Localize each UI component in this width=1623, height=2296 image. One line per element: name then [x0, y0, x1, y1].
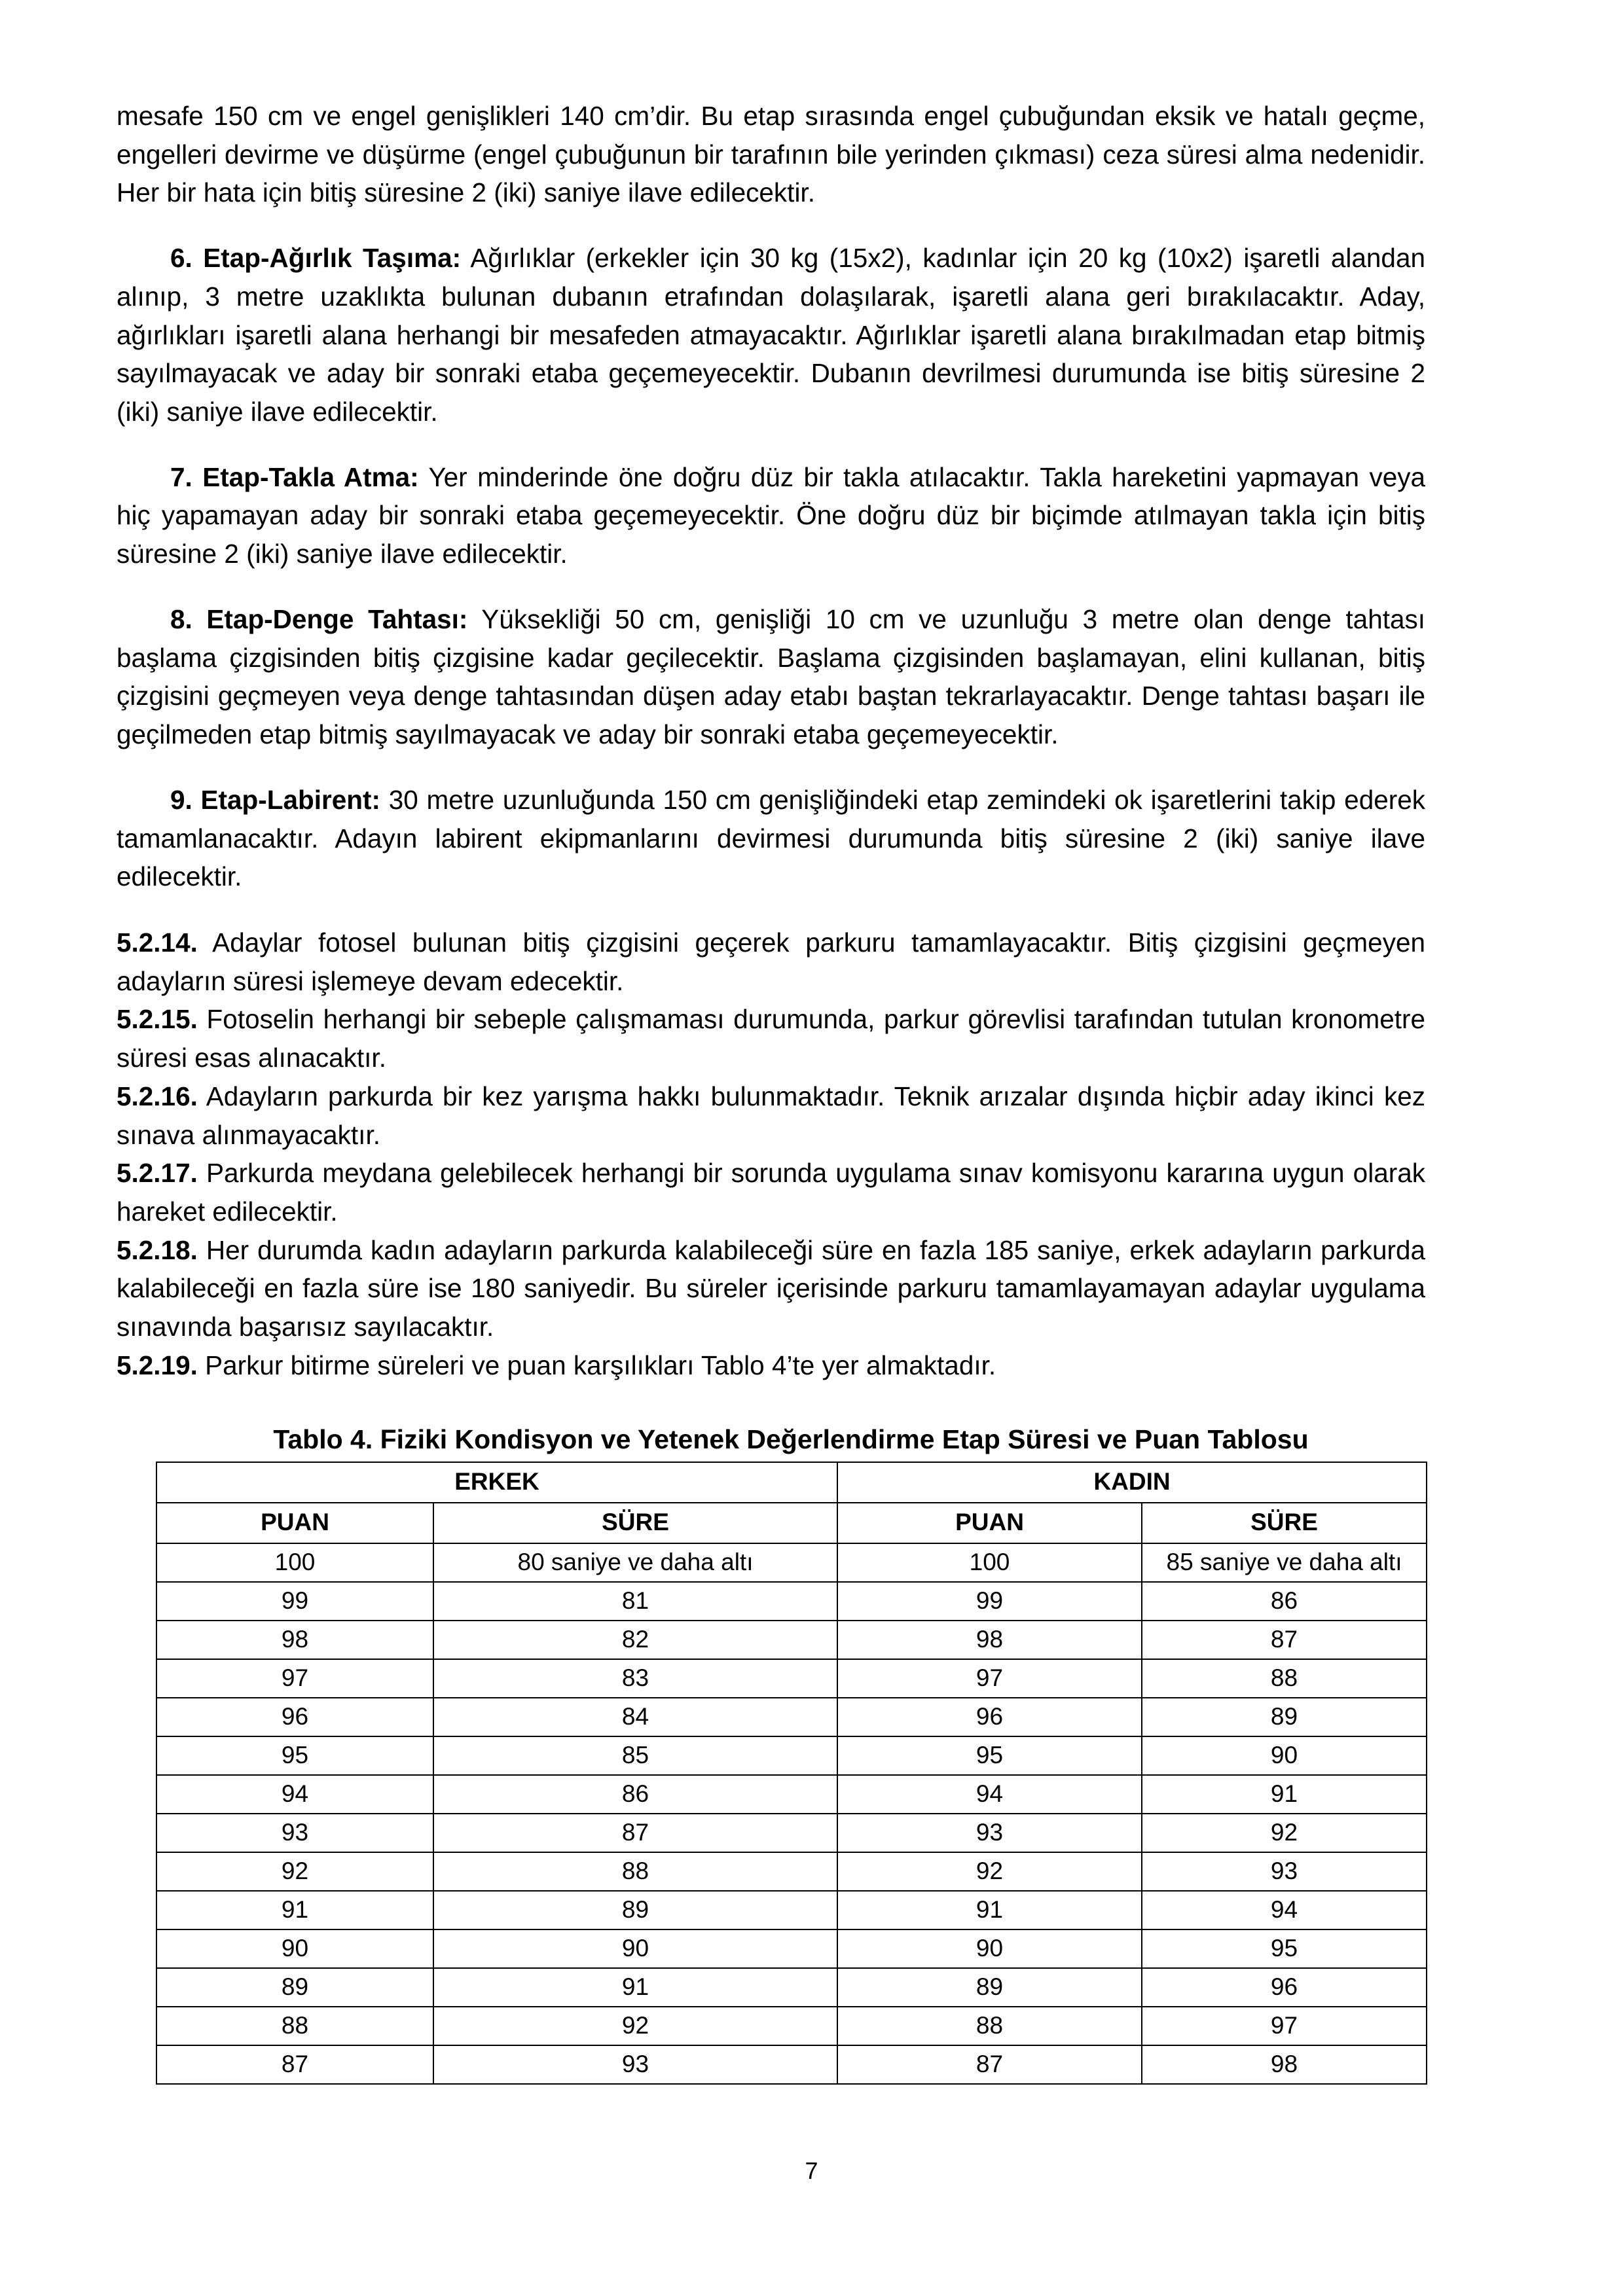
- clause-number: 5.2.17.: [117, 1158, 198, 1189]
- cell-puan-erkek: 90: [156, 1929, 433, 1968]
- clause-5-2-19: [117, 1346, 1425, 1385]
- paragraph-text: mesafe 150 cm ve engel genişlikleri 140 cm’dir. Bu etap sırasında engel çubuğundan eksik ve hatalı geçme, engelleri devirme ve düşürme (engel çubuğunun bir tarafının bile yerinden çıkması) ceza süresi alma nedenidir. Her bir hata için bitiş süresine 2 (iki) saniye ilave edilecektir.: [117, 101, 1425, 208]
- table-row: [156, 1775, 1427, 1814]
- table-head: [156, 1462, 1427, 1543]
- table-row: [156, 1852, 1427, 1891]
- cell-puan-kadin: 95: [837, 1736, 1142, 1775]
- table-row: [156, 1814, 1427, 1852]
- table-caption: Tablo 4. Fiziki Kondisyon ve Yetenek Değerlendirme Etap Süresi ve Puan Tablosu: [273, 1424, 1309, 1454]
- table-row: [156, 1621, 1427, 1659]
- cell-puan-erkek: 91: [156, 1891, 433, 1929]
- cell-puan-erkek: 99: [156, 1582, 433, 1621]
- cell-sure-kadin: 89: [1142, 1698, 1427, 1736]
- cell-puan-kadin: 91: [837, 1891, 1142, 1929]
- cell-sure-erkek: 86: [433, 1775, 837, 1814]
- cell-puan-kadin: 94: [837, 1775, 1142, 1814]
- paragraph-stage-8: [117, 600, 1425, 754]
- cell-sure-erkek: 89: [433, 1891, 837, 1929]
- clause-number: 5.2.16.: [117, 1081, 198, 1111]
- cell-sure-kadin: 92: [1142, 1814, 1427, 1852]
- stage-6-heading: 6. Etap-Ağırlık Taşıma:: [170, 243, 462, 274]
- cell-sure-kadin: 88: [1142, 1659, 1427, 1698]
- paragraph-stage-9: [117, 781, 1425, 896]
- page-number: 7: [805, 2157, 818, 2184]
- cell-puan-erkek: 89: [156, 1968, 433, 2007]
- cell-sure-kadin: 85 saniye ve daha altı: [1142, 1543, 1427, 1582]
- cell-sure-kadin: 95: [1142, 1929, 1427, 1968]
- clause-number: 5.2.18.: [117, 1234, 198, 1265]
- stage-8-heading: 8. Etap-Denge Tahtası:: [170, 603, 468, 634]
- cell-puan-erkek: 98: [156, 1621, 433, 1659]
- column-header-puan-erkek: PUAN: [156, 1503, 433, 1543]
- cell-sure-erkek: 92: [433, 2007, 837, 2045]
- cell-sure-erkek: 82: [433, 1621, 837, 1659]
- cell-sure-kadin: 86: [1142, 1582, 1427, 1621]
- clause-5-2-16: [117, 1077, 1425, 1154]
- cell-sure-erkek: 90: [433, 1929, 837, 1968]
- clause-text: Parkurda meydana gelebilecek herhangi bir sorunda uygulama sınav komisyonu kararına uygun olarak hareket edilecektir.: [117, 1158, 1425, 1227]
- clause-text: Her durumda kadın adayların parkurda kalabileceği süre en fazla 185 saniye, erkek adayların parkurda kalabileceği en fazla süre ise 180 saniyedir. Bu süreler içerisinde parkuru tamamlayamayan adaylar uygulama sınavında başarısız sayılacaktır.: [117, 1234, 1425, 1342]
- table-group-header-row: [156, 1462, 1427, 1503]
- cell-sure-kadin: 96: [1142, 1968, 1427, 2007]
- table-row: [156, 2045, 1427, 2084]
- stage-6-body: Ağırlıklar (erkekler için 30 kg (15x2), kadınlar için 20 kg (10x2) işaretli alandan alınıp, 3 metre uzaklıkta bulunan dubanın etrafından dolaşılarak, işaretli alana geri bırakılacaktır. Aday, ağırlıkları işaretli alana herhangi bir mesafeden atmayacaktır. Ağırlıklar işaretli alana bırakılmadan etap bitmiş sayılmayacak ve aday bir sonraki etaba geçemeyecektir. Dubanın devrilmesi durumunda ise bitiş süresine 2 (iki) saniye ilave edilecektir.: [117, 243, 1425, 427]
- table-row: [156, 1929, 1427, 1968]
- clause-5-2-17: [117, 1154, 1425, 1230]
- table-column-header-row: [156, 1503, 1427, 1543]
- cell-sure-erkek: 83: [433, 1659, 837, 1698]
- cell-puan-erkek: 92: [156, 1852, 433, 1891]
- paragraph-continued: [117, 97, 1425, 212]
- clause-5-2-18: [117, 1231, 1425, 1346]
- paragraph-stage-7: [117, 458, 1425, 573]
- cell-puan-erkek: 95: [156, 1736, 433, 1775]
- clause-number: 5.2.15.: [117, 1004, 198, 1035]
- clause-number: 5.2.14.: [117, 927, 198, 958]
- table-row: [156, 1543, 1427, 1582]
- cell-sure-kadin: 98: [1142, 2045, 1427, 2084]
- column-header-sure-kadin: SÜRE: [1142, 1503, 1427, 1543]
- table-row: [156, 1736, 1427, 1775]
- stage-8-body: Yüksekliği 50 cm, genişliği 10 cm ve uzunluğu 3 metre olan denge tahtası başlama çizgisinden bitiş çizgisine kadar geçilecektir. Başlama çizgisinden başlamayan, elini kullanan, bitiş çizgisini geçmeyen veya denge tahtasından düşen aday etabı baştan tekrarlayacaktır. Denge tahtası başarı ile geçilmeden etap bitmiş sayılmayacak ve aday bir sonraki etaba geçemeyecektir.: [117, 603, 1426, 750]
- cell-puan-kadin: 87: [837, 2045, 1142, 2084]
- cell-sure-erkek: 88: [433, 1852, 837, 1891]
- cell-puan-kadin: 100: [837, 1543, 1142, 1582]
- cell-sure-kadin: 93: [1142, 1852, 1427, 1891]
- cell-puan-kadin: 90: [837, 1929, 1142, 1968]
- cell-puan-erkek: 88: [156, 2007, 433, 2045]
- stage-7-body: Yer minderinde öne doğru düz bir takla atılacaktır. Takla hareketini yapmayan veya hiç yapamayan aday bir sonraki etaba geçemeyecektir. Öne doğru düz bir biçimde atılmayan takla için bitiş süresine 2 (iki) saniye ilave edilecektir.: [117, 461, 1426, 569]
- clause-5-2-14: [117, 924, 1425, 1000]
- cell-puan-erkek: 93: [156, 1814, 433, 1852]
- table-row: [156, 1968, 1427, 2007]
- cell-puan-kadin: 93: [837, 1814, 1142, 1852]
- cell-sure-erkek: 91: [433, 1968, 837, 2007]
- score-table-section: [117, 1424, 1425, 2085]
- table-row: [156, 1659, 1427, 1698]
- cell-sure-kadin: 97: [1142, 2007, 1427, 2045]
- cell-puan-kadin: 98: [837, 1621, 1142, 1659]
- clause-text: Adayların parkurda bir kez yarışma hakkı bulunmaktadır. Teknik arızalar dışında hiçbir aday ikinci kez sınava alınmayacaktır.: [117, 1081, 1425, 1150]
- cell-sure-erkek: 81: [433, 1582, 837, 1621]
- cell-sure-kadin: 87: [1142, 1621, 1427, 1659]
- table-row: [156, 1698, 1427, 1736]
- table-row: [156, 1582, 1427, 1621]
- clause-text: Fotoselin herhangi bir sebeple çalışmaması durumunda, parkur görevlisi tarafından tutulan kronometre süresi esas alınacaktır.: [117, 1004, 1425, 1073]
- cell-puan-kadin: 89: [837, 1968, 1142, 2007]
- clause-text: Parkur bitirme süreleri ve puan karşılıkları Tablo 4’te yer almaktadır.: [197, 1350, 996, 1380]
- cell-sure-kadin: 90: [1142, 1736, 1427, 1775]
- cell-puan-erkek: 96: [156, 1698, 433, 1736]
- paragraph-stage-6: [117, 239, 1425, 431]
- cell-puan-erkek: 100: [156, 1543, 433, 1582]
- cell-puan-erkek: 87: [156, 2045, 433, 2084]
- cell-puan-erkek: 94: [156, 1775, 433, 1814]
- clause-number: 5.2.19.: [117, 1350, 198, 1380]
- cell-sure-erkek: 93: [433, 2045, 837, 2084]
- group-header-kadin: KADIN: [837, 1462, 1427, 1503]
- cell-sure-kadin: 91: [1142, 1775, 1427, 1814]
- cell-sure-erkek: 80 saniye ve daha altı: [433, 1543, 837, 1582]
- cell-sure-erkek: 84: [433, 1698, 837, 1736]
- column-header-sure-erkek: SÜRE: [433, 1503, 837, 1543]
- column-header-puan-kadin: PUAN: [837, 1503, 1142, 1543]
- clause-5-2-15: [117, 1000, 1425, 1077]
- cell-puan-kadin: 97: [837, 1659, 1142, 1698]
- cell-puan-kadin: 92: [837, 1852, 1142, 1891]
- cell-sure-kadin: 94: [1142, 1891, 1427, 1929]
- cell-puan-kadin: 88: [837, 2007, 1142, 2045]
- table-row: [156, 2007, 1427, 2045]
- group-header-erkek: ERKEK: [156, 1462, 837, 1503]
- table-body: [156, 1543, 1427, 2084]
- section-spacer: [117, 896, 1425, 924]
- cell-puan-kadin: 96: [837, 1698, 1142, 1736]
- stage-9-heading: 9. Etap-Labirent:: [170, 784, 381, 815]
- stage-9-body: 30 metre uzunluğunda 150 cm genişliğindeki etap zemindeki ok işaretlerini takip ederek tamamlanacaktır. Adayın labirent ekipmanlarını devirmesi durumunda bitiş süresine 2 (iki) saniye ilave edilecektir.: [117, 784, 1426, 892]
- cell-sure-erkek: 87: [433, 1814, 837, 1852]
- table-row: [156, 1891, 1427, 1929]
- clause-text: Adaylar fotosel bulunan bitiş çizgisini geçerek parkuru tamamlayacaktır. Bitiş çizgisini geçmeyen adayların süresi işlemeye devam edecektir.: [117, 927, 1425, 996]
- stage-7-heading: 7. Etap-Takla Atma:: [170, 461, 419, 492]
- score-table: [156, 1462, 1427, 2085]
- cell-puan-kadin: 99: [837, 1582, 1142, 1621]
- cell-puan-erkek: 97: [156, 1659, 433, 1698]
- cell-sure-erkek: 85: [433, 1736, 837, 1775]
